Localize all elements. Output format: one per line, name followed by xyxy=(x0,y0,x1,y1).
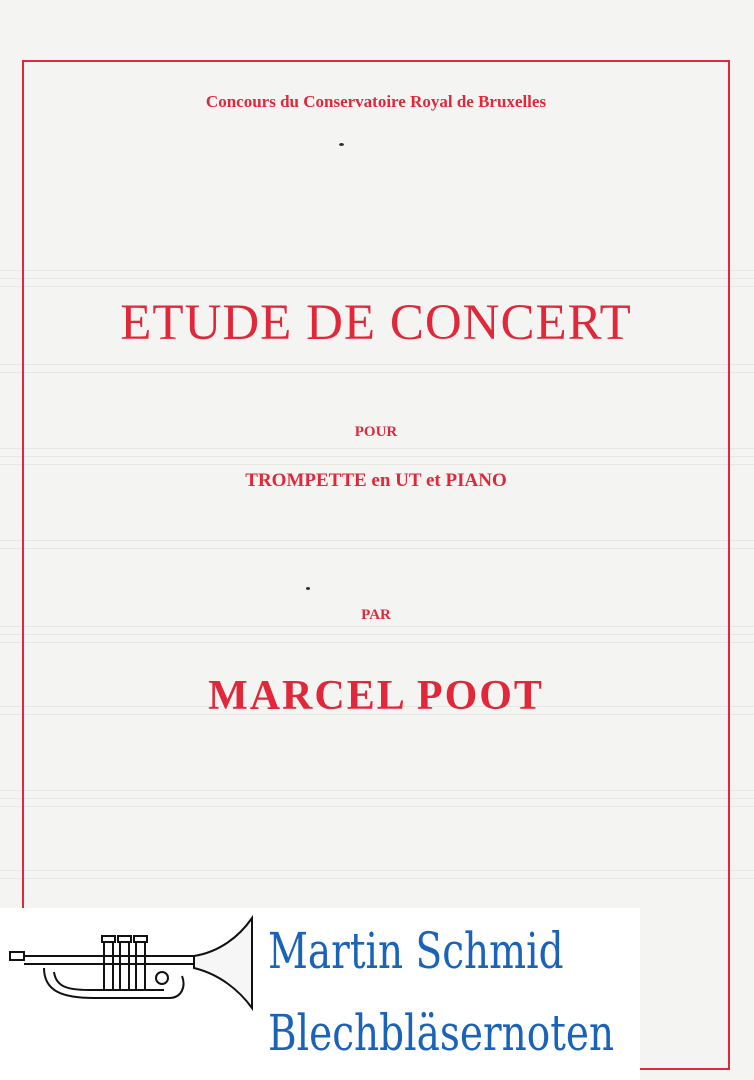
competition-header: Concours du Conservatoire Royal de Bruxelles xyxy=(205,92,547,111)
pour-label: POUR xyxy=(354,424,398,440)
logo-name: Martin Schmid xyxy=(268,922,564,980)
composer-name: MARCEL POOT xyxy=(208,673,544,719)
logo-subtitle: Blechbläsernoten xyxy=(268,1004,615,1062)
print-speck xyxy=(306,587,310,590)
seller-logo xyxy=(0,908,640,1080)
trumpet-icon xyxy=(4,912,266,1012)
print-speck xyxy=(339,143,344,146)
instrumentation: TROMPETTE en UT et PIANO xyxy=(245,470,507,491)
work-title: ETUDE DE CONCERT xyxy=(120,295,632,351)
par-label: PAR xyxy=(361,607,391,623)
